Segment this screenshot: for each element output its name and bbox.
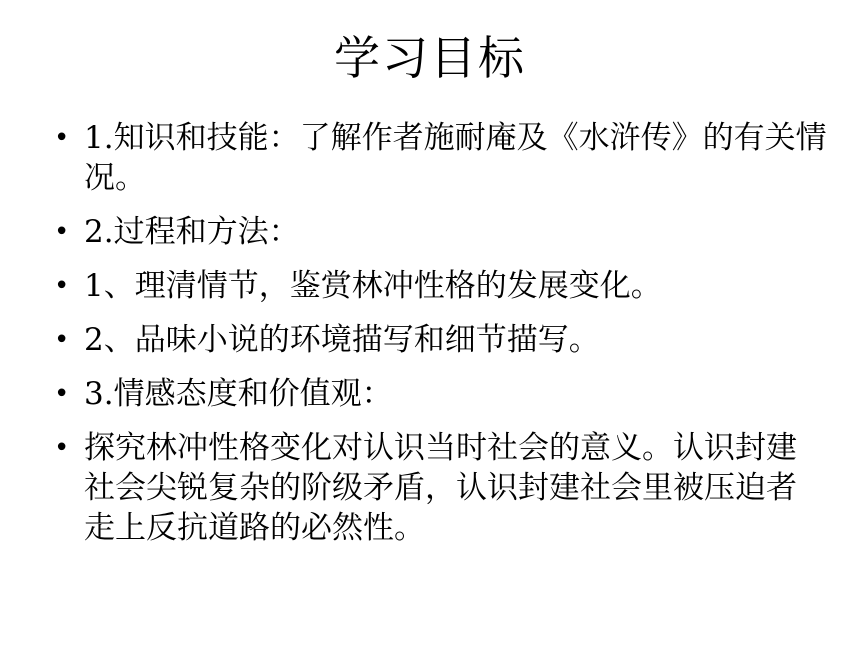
bullet-item-attitudes-values	[50, 374, 850, 414]
bullet-text: 2.过程和方法：	[84, 214, 300, 250]
bullet-item-plot-character	[50, 266, 850, 306]
bullet-item-social-meaning	[50, 428, 850, 548]
bullet-item-knowledge-skills	[50, 118, 850, 198]
bullet-text: 2、品味小说的环境描写和细节描写。	[84, 322, 600, 358]
bullet-item-description	[50, 320, 850, 360]
bullet-text: 3.情感态度和价值观：	[84, 376, 393, 412]
bullet-text: 探究林冲性格变化对认识当时社会的意义。认识封建社会尖锐复杂的阶级矛盾，认识封建社会里被压迫者走上反抗道路的必然性。	[84, 430, 797, 546]
bullet-dot-icon: •	[54, 325, 70, 355]
slide-title: 学习目标	[334, 31, 526, 85]
bullet-dot-icon: •	[54, 217, 70, 247]
bullet-dot-icon: •	[54, 123, 70, 153]
bullet-dot-icon: •	[54, 433, 70, 463]
bullet-item-process-methods	[50, 212, 850, 252]
bullet-text: 1.知识和技能：了解作者施耐庵及《水浒传》的有关情况。	[84, 120, 827, 196]
bullet-dot-icon: •	[54, 271, 70, 301]
bullet-list	[50, 118, 850, 562]
bullet-dot-icon: •	[54, 379, 70, 409]
bullet-text: 1、理清情节，鉴赏林冲性格的发展变化。	[84, 268, 662, 304]
